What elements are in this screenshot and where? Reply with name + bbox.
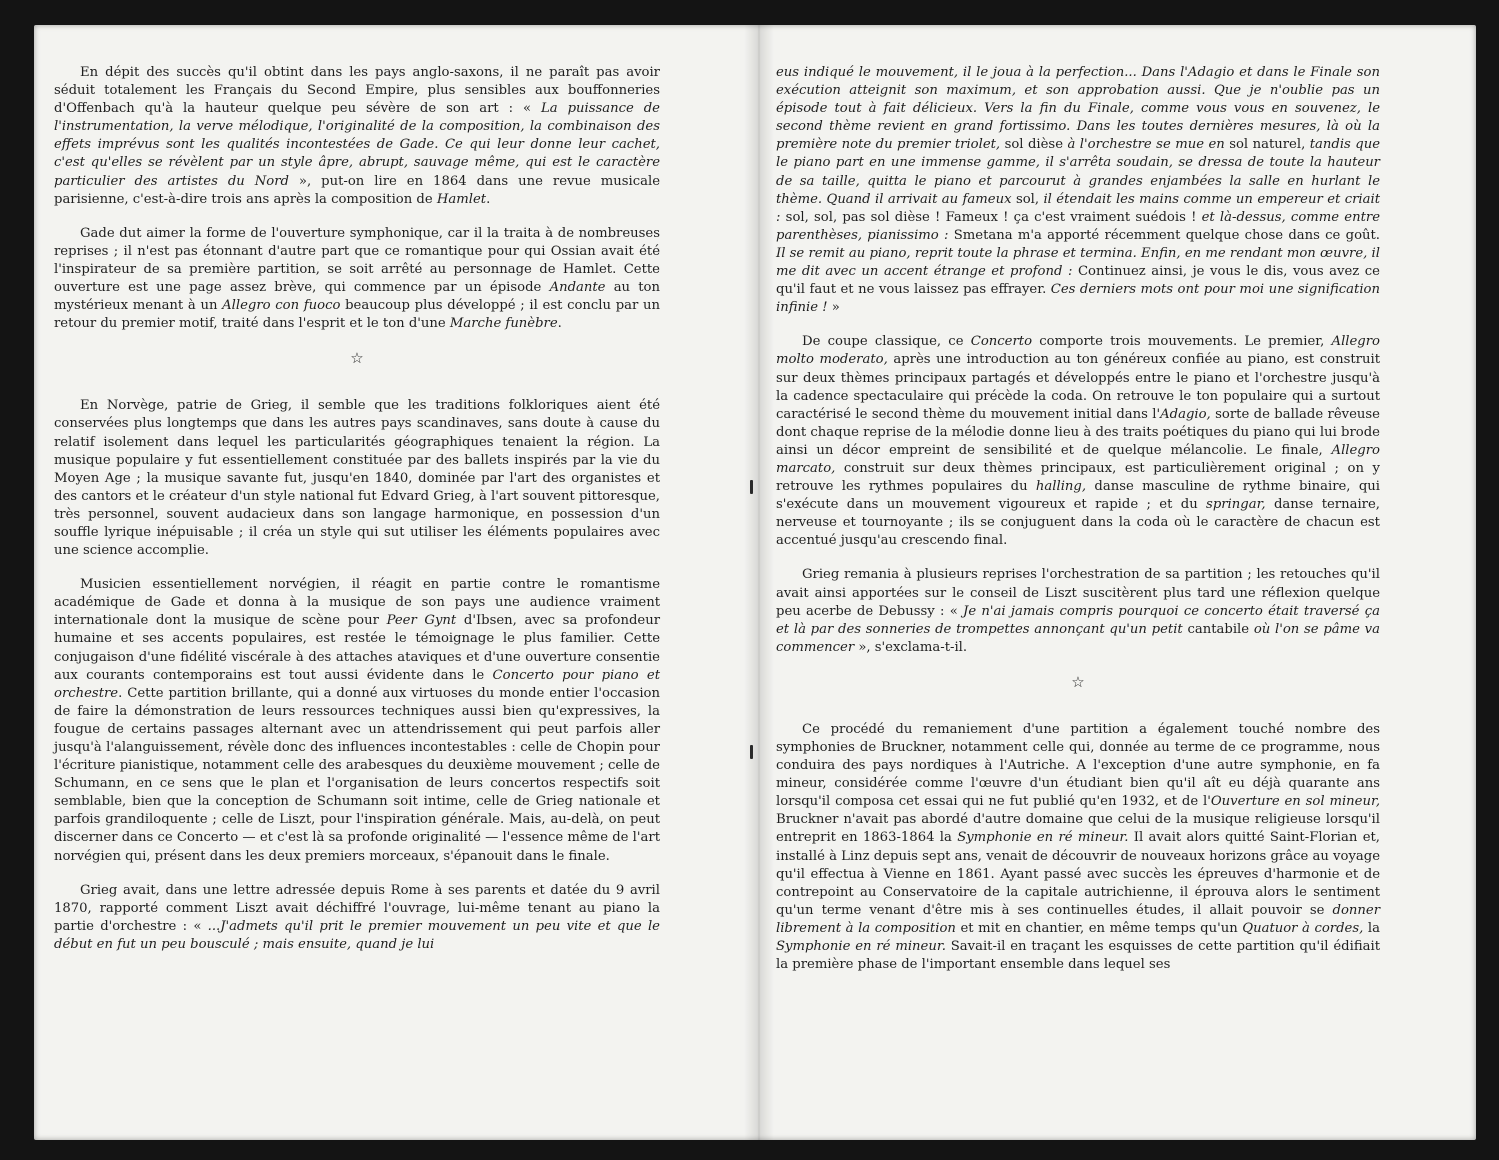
text-run: Continuez ainsi, je vous le dis, vous avez ce qu'il faut et ne vous laissez pas effrayer.: [776, 264, 1380, 298]
italic-run: halling,: [1035, 479, 1087, 495]
star-separator: ☆: [350, 349, 364, 368]
text-run: après une introduction au ton généreux confiée au piano, est construit sur deux thèmes principaux partagés et développés entre le piano et l'orchestre jusqu'à la cadence spectaculaire qui précède la coda. On retrouve le ton populaire qui a surtout caractérisé le second thème du mouvement initial dans l': [776, 352, 1380, 422]
page-gutter: [744, 25, 774, 1140]
text-run: danse masculine de rythme binaire, qui s'exécute dans un mouvement vigoureux et rapide ; et du: [776, 479, 1380, 513]
paragraph: [776, 566, 1380, 656]
italic-run: et là-dessus, comme entre parenthèses, pianissimo :: [776, 209, 1380, 243]
italic-run: Ouverture en sol mineur,: [1210, 794, 1381, 810]
text-run: Smetana m'a apporté récemment quelque chose dans ce goût.: [948, 227, 1380, 243]
italic-run: Il se remit au piano, reprit toute la phrase et termina. Enfin, en me rendant mon œuvre, il me dit avec un accent étrange et profond :: [776, 245, 1380, 280]
italic-run: donner librement à la composition: [776, 902, 1380, 936]
italic-run: Marche funèbre: [449, 316, 558, 332]
text-run: .: [486, 191, 491, 207]
paragraph: [776, 333, 1380, 550]
italic-run: Allegro con fuoco: [222, 298, 341, 314]
italic-run: Ces derniers mots ont pour moi une signification infinie !: [776, 282, 1380, 316]
text-run: construit sur deux thèmes principaux, est particulièrement original ; on y retrouve les rythmes populaires du: [776, 460, 1380, 495]
text-run: », s'exclama-t-il.: [854, 639, 968, 655]
italic-run: Andante: [549, 280, 606, 296]
text-run: Gade dut aimer la forme de l'ouverture symphonique, car il la traita à de nombreuses reprises ; il n'est pas étonnant d'autre part que ce romantique pour qui Ossian avait été l'inspirateur de sa première partition, se soit arrêté au personnage de Hamlet. Cette ouverture est une page assez brève, qui commence par un épisode: [54, 225, 660, 296]
text-run: comporte trois mouvements. Le premier,: [1032, 334, 1332, 350]
italic-run: Je n'ai jamais compris pourquoi ce concerto était traversé ça et là par des sonneries de trompettes annonçant qu'un petit: [776, 603, 1380, 637]
text-run: Musicien essentiellement norvégien, il réagit en partie contre le romantisme académique de Gade et donna à la musique de son pays une audience vraiment internationale dont la musique de scène pour: [54, 577, 660, 629]
paragraph: [54, 576, 660, 866]
text-run: au ton mystérieux menant à un: [54, 280, 660, 314]
text-run: Grieg remania à plusieurs reprises l'orchestration de sa partition ; les retouches qu'il avait ainsi apportées sur le conseil de Liszt suscitèrent plus tard une réflexion quelque peu acerbe de Debussy : «: [776, 567, 1380, 619]
text-run: », put-on lire en 1864 dans une revue musicale parisienne, c'est-à-dire trois ans après la composition de: [54, 173, 660, 207]
staple: [750, 480, 753, 494]
paragraph: [54, 225, 660, 334]
paragraph: [776, 64, 1380, 317]
text-run: sol,: [1011, 191, 1044, 207]
text-run: sol dièse: [1000, 137, 1068, 153]
italic-run: Peer Gynt: [386, 613, 457, 629]
left-page: [54, 64, 660, 954]
italic-run: Allegro molto moderato,: [776, 334, 1380, 368]
text-run: Ce procédé du remaniement d'une partition a également touché nombre des symphonies de Bruckner, notamment celle qui, donnée au terme de ce programme, nous conduira des pays nordiques à l'Autriche. A l'exception d'une autre symphonie, en fa mineur, considérée comme l'œuvre d'un étudiant bien qu'il aît eu déjà quarante ans lorsqu'il composa cet essai qui ne fut publié qu'en 1932, et de l': [776, 721, 1380, 810]
text-run: . Cette partition brillante, qui a donné aux virtuoses du monde entier l'occasion de faire la démonstration de leurs ressources techniques aussi bien qu'expressives, la fougue de certains passages alternant avec un attendrissement qui peut parfois aller jusqu'à l'alanguissement, révèle donc des influences incontestables : celle de Chopin pour l'écriture pianistique, notamment celle des arabesques du deuxième mouvement ; celle de Schumann, en ce sens que le plan et l'organisation de leurs concertos respectifs soit semblable, bien que la conception de Schumann soit intime, celle de Grieg nationale et parfois grandiloquente ; celle de Liszt, pour l'inspiration générale. Mais, au-delà, on peut discerner dans ce Concerto — et c'est là sa profonde originalité — l'essence même de l'art norvégien qui, présent dans les deux premiers morceaux, s'épanouit dans le finale.: [54, 685, 660, 864]
italic-run: La puissance de l'instrumentation, la verve mélodique, l'originalité de la composition, la combinaison des effets imprévus sont les qualités incontestées de Gade. Ce qui leur donne leur cachet, c'est qu'elles se révèlent par un style âpre, abrupt, sauvage même, qui est le caractère particulier des artistes du Nord: [54, 101, 660, 189]
italic-run: eus indiqué le mouvement, il le joua à la perfection... Dans l'Adagio et dans le Finale son exécution atteignit son maximum, et son approbation aussi. Que je n'oublie pas un épisode tout à fait délicieux. Vers la fin du Finale, comme vous vous en souvenez, le second thème revient en grand fortissimo. Dans les toutes dernières mesures, là où la première note du premier triolet,: [776, 65, 1380, 153]
text-run: danse ternaire, nerveuse et tournoyante ; ils se conjuguent dans la coda où le caractère de chacun est accentué jusqu'au crescendo final.: [776, 497, 1380, 549]
paragraph: [54, 397, 660, 560]
text-run: cantabile: [1182, 621, 1254, 637]
text-run: .: [557, 316, 562, 332]
paragraph: [54, 882, 660, 954]
text-run: De coupe classique, ce: [802, 334, 971, 350]
italic-run: Hamlet: [436, 191, 487, 207]
text-run: En Norvège, patrie de Grieg, il semble que les traditions folkloriques aient été conservées plus longtemps que dans les autres pays scandinaves, sans doute à cause du relatif isolement dans lequel les particularités géographiques tenaient la région. La musique populaire y fut essentiellement constituée par des ballets inspirés par la vie du Moyen Age ; la musique savante fut, jusqu'en 1840, dominée par l'art des organistes et des cantors et le créateur d'un style national fut Edvard Grieg, à l'art souvent pittoresque, très personnel, souvent audacieux dans son langage harmonique, en possession d'un souffle lyrique inépuisable ; il créa un style qui sut utiliser les éléments populaires avec une science accomplie.: [54, 398, 660, 559]
italic-run: tandis que le piano part en une immense gamme, il s'arrêta soudain, se dressa de toute la hauteur de sa taille, quitta le piano et parcourut à grandes enjambées la salle en hurlant le thème. Quand il arrivait au fameux: [776, 137, 1380, 207]
text-run: sol naturel,: [1224, 137, 1310, 153]
right-page: [776, 64, 1380, 974]
italic-run: Symphonie en ré mineur.: [957, 830, 1129, 846]
text-run: et mit en chantier, en même temps qu'un: [955, 920, 1243, 936]
text-run: Grieg avait, dans une lettre adressée depuis Rome à ses parents et datée du 9 avril 1870, rapporté comment Liszt avait déchiffré l'ouvrage, lui-même tenant au piano la partie d'orchestre : «: [54, 882, 660, 934]
text-run: sorte de ballade rêveuse dont chaque reprise de la mélodie donne lieu à des traits poétiques du piano qui lui brode ainsi un décor empreint de sensibilité et de quelque mélancolie. Le finale,: [776, 406, 1380, 458]
text-run: Savait-il en traçant les esquisses de cette partition qu'il édifiait la première phase de l'important ensemble dans lequel ses: [776, 939, 1381, 973]
text-run: En dépit des succès qu'il obtint dans les pays anglo-saxons, il ne paraît pas avoir séduit totalement les Français du Second Empire, plus sensibles aux bouffonneries d'Offenbach qu'à la hauteur quelque peu sévère de son art : «: [54, 65, 660, 117]
star-separator: ☆: [1071, 672, 1085, 691]
staple: [750, 745, 753, 759]
italic-run: Concerto: [970, 334, 1033, 350]
italic-run: Adagio,: [1160, 406, 1211, 422]
italic-run: où l'on se pâme va commencer: [776, 621, 1380, 655]
italic-run: ...J'admets qu'il prit le premier mouvement un peu vite et que le début en fut un peu bousculé ; mais ensuite, quand je lui: [54, 918, 660, 952]
text-run: sol, sol, pas sol dièse ! Fameux ! ça c'est vraiment suédois !: [780, 209, 1202, 225]
paragraph: [776, 721, 1380, 974]
italic-run: Concerto pour piano et orchestre: [54, 667, 660, 701]
paragraph: [54, 64, 660, 209]
text-run: Bruckner n'avait pas abordé d'autre domaine que celui de la musique religieuse lorsqu'il entreprit en 1863-1864 la: [776, 812, 1380, 846]
italic-run: Quatuor à cordes,: [1242, 920, 1364, 936]
text-run: Il avait alors quitté Saint-Florian et, installé à Linz depuis sept ans, venait de découvrir de nouveaux horizons grâce au voyage qu'il effectua à Vienne en 1861. Ayant passé avec succès les épreuves d'harmonie et de contrepoint au Conservatoire de la capitale autrichienne, il éprouva alors le sentiment qu'un terme venant d'être mis à ses continuelles études, il allait pouvoir se: [776, 830, 1380, 918]
text-run: »: [827, 300, 840, 316]
italic-run: springar,: [1206, 497, 1266, 513]
italic-run: Symphonie en ré mineur.: [776, 939, 946, 955]
italic-run: Allegro marcato,: [776, 442, 1380, 476]
text-run: la: [1363, 920, 1380, 936]
text-run: beaucoup plus développé ; il est conclu par un retour du premier motif, traité dans l'esprit et le ton d'une: [54, 298, 660, 332]
text-run: d'Ibsen, avec sa profondeur humaine et ses accents populaires, est restée le témoignage le plus familier. Cette conjugaison d'une fidélité viscérale à des attaches ataviques et d'une ouverture consentie aux courants contemporains est tout aussi évidente dans le: [54, 613, 661, 683]
italic-run: à l'orchestre se mue en: [1067, 137, 1225, 153]
italic-run: il étendait les mains comme un empereur et criait :: [776, 191, 1380, 225]
